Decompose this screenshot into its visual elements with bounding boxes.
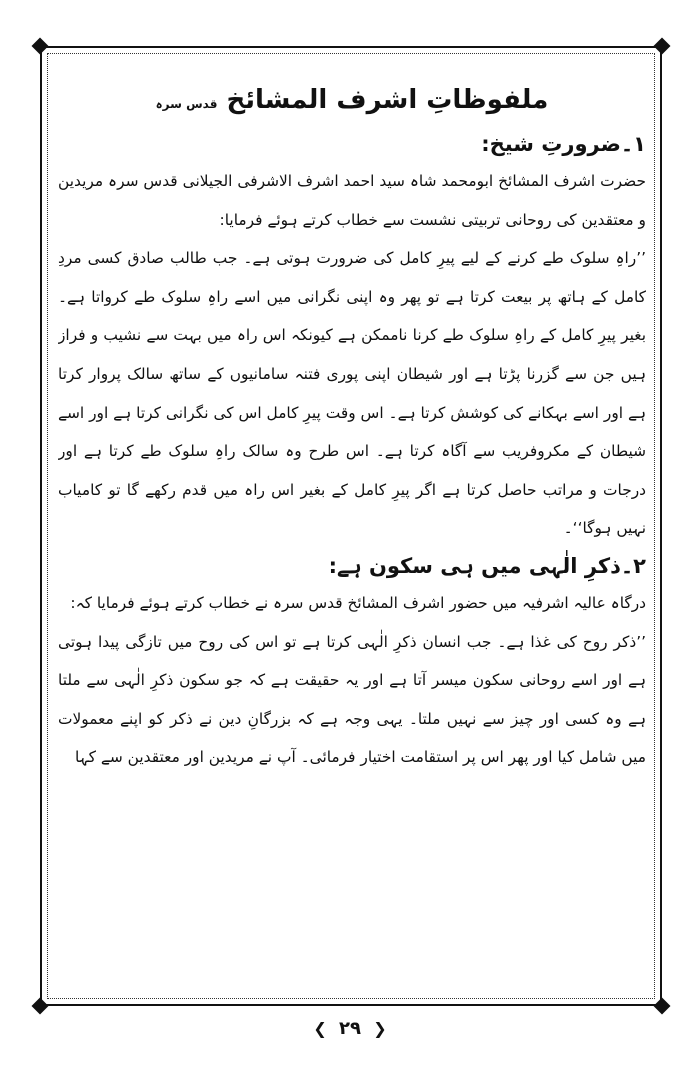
section-paragraph: درگاہ عالیہ اشرفیہ میں حضور اشرف المشائخ قدس سرہ نے خطاب کرتے ہوئے فرمایا کہ: — [70, 593, 646, 612]
page-number — [0, 1018, 700, 1039]
section-heading-zikr-e-ilahi: ۲۔ذکرِ الٰہی میں ہی سکون ہے: — [328, 553, 646, 578]
section-paragraph: حضرت اشرف المشائخ ابومحمد شاہ سید احمد اشرف الاشرفی الجیلانی قدس سرہ مریدین و معتقدین کی روحانی تربیتی نشست سے خطاب کرتے ہوئے فرمایا: — [58, 172, 646, 229]
border-corner-ornament — [32, 38, 49, 55]
page-content — [58, 78, 646, 998]
page-title-suffix: قدس سرہ — [155, 97, 218, 111]
page-number-text: ۲۹ — [339, 1018, 361, 1039]
ornament-left-icon: ❯ — [313, 1019, 327, 1038]
page-title — [58, 82, 646, 122]
section-heading-zarurat-e-shaikh: ۱۔ضرورتِ شیخ: — [481, 132, 646, 156]
page-title-text: ملفوظاتِ اشرف المشائخ — [226, 85, 549, 115]
border-corner-ornament — [654, 38, 671, 55]
section-paragraph: ’’ذکر روح کی غذا ہے۔ جب انسان ذکرِ الٰہی کرتا ہے تو اس کی روح میں تازگی پیدا ہوتی ہے اور اسے روحانی سکون میسر آتا ہے اور یہ حقیقت ہے کہ جو سکون ذکرِ الٰہی سے ملتا ہے وہ کسی اور چیز سے نہیں ملتا۔ یہی وجہ ہے کہ بزرگانِ دین نے ذکر کو اپنے معمولات میں شامل کیا اور پھر اس پر استقامت اختیار فرمائی۔ آپ نے مریدین اور معتقدین سے کہا — [58, 632, 646, 767]
ornament-right-icon: ❮ — [373, 1019, 387, 1038]
border-corner-ornament — [654, 998, 671, 1015]
border-corner-ornament — [32, 998, 49, 1015]
section-paragraph: ’’راہِ سلوک طے کرنے کے لیے پیرِ کامل کی ضرورت ہوتی ہے۔ جب طالب صادق کسی مردِ کامل کے ہاتھ پر بیعت کرتا ہے تو پھر وہ اپنی نگرانی میں اسے راہِ سلوک طے کرواتا ہے۔ بغیر پیرِ کامل کے راہِ سلوک طے کرنا ناممکن ہے کیونکہ اس راہ میں بہت سے نشیب و فراز ہیں جن سے گزرنا پڑتا ہے اور شیطان اپنی پوری فتنہ سامانیوں کے ساتھ سالک پروار کرتا ہے اور اسے بہکانے کی کوشش کرتا ہے۔ اس وقت پیرِ کامل اس کی نگرانی کرتا ہے اور اسے شیطان کے مکروفریب سے آگاہ کرتا ہے۔ اس طرح وہ سالک راہِ سلوک طے کرتا ہے اور درجات و مراتب حاصل کرتا ہے اگر پیرِ کامل کے بغیر اس راہ میں قدم رکھے گا تو کامیاب نہیں ہوگا‘‘۔ — [58, 249, 646, 538]
